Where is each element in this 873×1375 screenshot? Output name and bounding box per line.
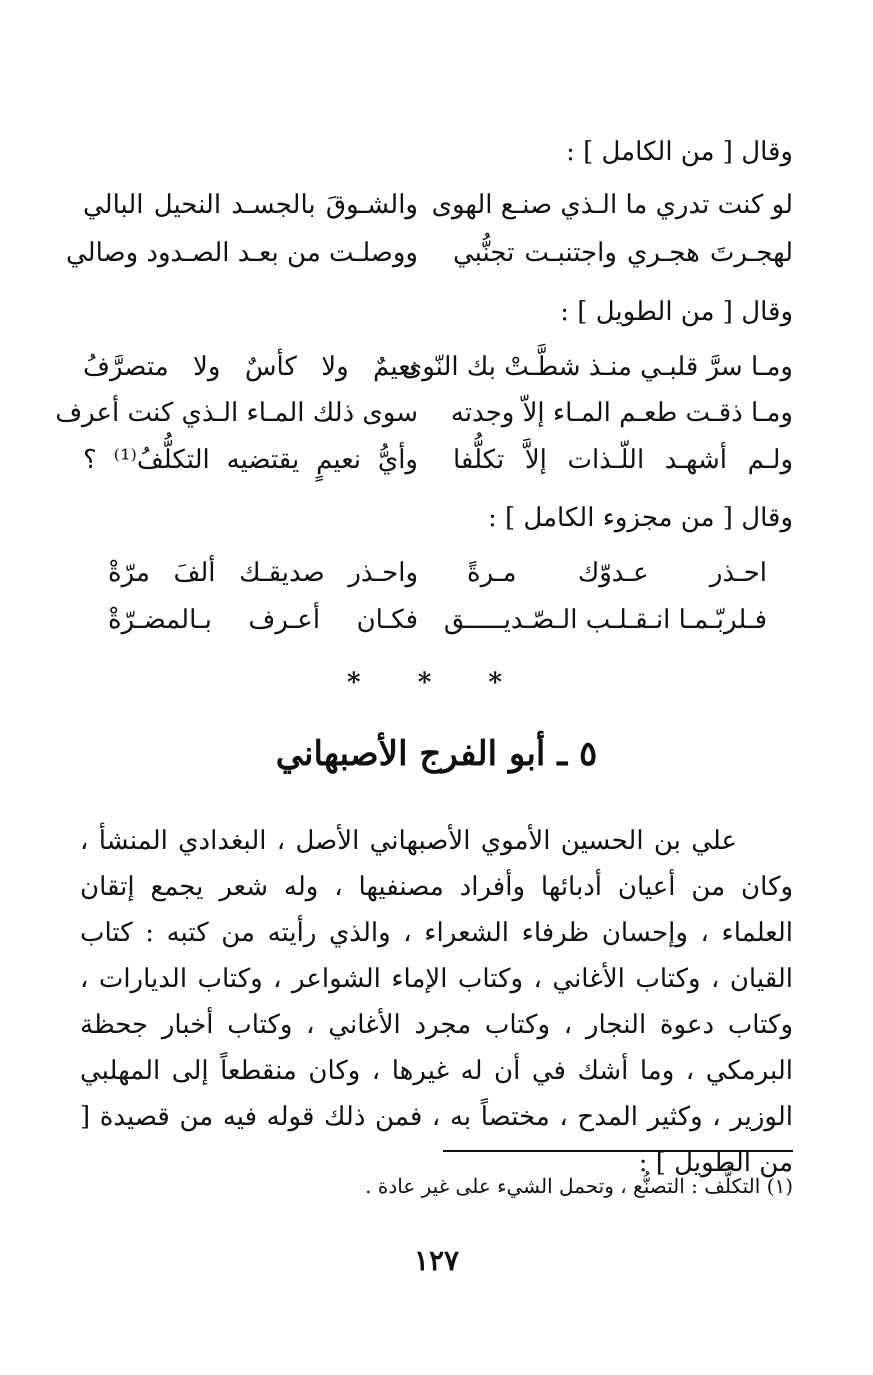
poem2-verse3-hemistich1: ولـم أشهـد اللّـذات إلاَّ تكلُّفا <box>453 445 793 475</box>
section-title: ٥ ـ أبو الفرج الأصبهاني <box>275 734 598 774</box>
section-separator: * * * <box>347 668 526 698</box>
intro-line-2: وقال [ من الطويل ] : <box>560 297 793 327</box>
body-paragraph: علي بن الحسين الأموي الأصبهاني الأصل ، البغدادي المنشأ ، وكان من أعيان أدبائها وأفراد مصنفيها ، وله شعر يجمع إتقان العلماء ، وإحسان ظرفاء الشعراء ، والذي رأيته من كتبه : كتاب القيان ، وكتاب الأغاني ، وكتاب الإماء الشواعر ، وكتاب الديارات ، وكتاب دعوة النجار ، وكتاب مجرد الأغاني ، وكتاب أخبار جحظة البرمكي ، وما أشك في أن له غيرها ، وكان منقطعاً إلى المهلبي الوزير ، وكثير المدح ، مختصاً به ، فمن ذلك قوله فيه من قصيدة [ من الطويل ] : <box>80 826 793 1178</box>
poem2-verse3-hemistich2: وأيُّ نعيمٍ يقتضيه التكلُّفُ⁽¹⁾ ؟ <box>83 445 418 475</box>
poem2-verse1-hemistich2: نعيمٌ ولا كأسٌ ولا متصرَّفُ <box>83 352 418 382</box>
footnote: (١) التكلُّف : التصنُّع ، وتحمل الشيء على غير عادة . <box>365 1174 793 1198</box>
poem2-verse2-hemistich2: سوى ذلك المـاء الـذي كنت أعرف <box>55 398 418 428</box>
poem3-verse2-hemistich1: فـلربّـمـا انـقـلـب الـصّـديـــــق <box>443 605 767 635</box>
poem2-verse1-hemistich1: ومـا سرَّ قلبـي منـذ شطَّـتْ بك النّوى <box>401 352 793 382</box>
footnote-rule <box>443 1150 793 1152</box>
poem1-verse2-hemistich1: لهجـرتَ هجـري واجتنبـت تجنُّبي <box>453 238 793 268</box>
intro-line-3: وقال [ من مجزوء الكامل ] : <box>487 503 793 533</box>
poem3-verse2-hemistich2: فكـان أعـرف بـالمضـرّةْ <box>108 605 418 635</box>
poem1-verse1-hemistich1: لو كنت تدري ما الـذي صنـع الهوى <box>431 190 793 220</box>
poem3-verse1-hemistich1: احـذر عـدوّك مـرةً <box>467 558 767 588</box>
poem1-verse1-hemistich2: والشـوقَ بالجسـد النحيل البالي <box>83 190 418 220</box>
intro-line-1: وقال [ من الكامل ] : <box>566 137 793 167</box>
page-number: ١٢٧ <box>413 1244 460 1277</box>
poem1-verse2-hemistich2: ووصلـت من بعـد الصـدود وصالي <box>65 238 418 268</box>
poem3-verse1-hemistich2: واحـذر صديقـك ألفَ مرّةْ <box>108 558 418 588</box>
poem2-verse2-hemistich1: ومـا ذقـت طعـم المـاء إلاّ وجدته <box>450 398 793 428</box>
